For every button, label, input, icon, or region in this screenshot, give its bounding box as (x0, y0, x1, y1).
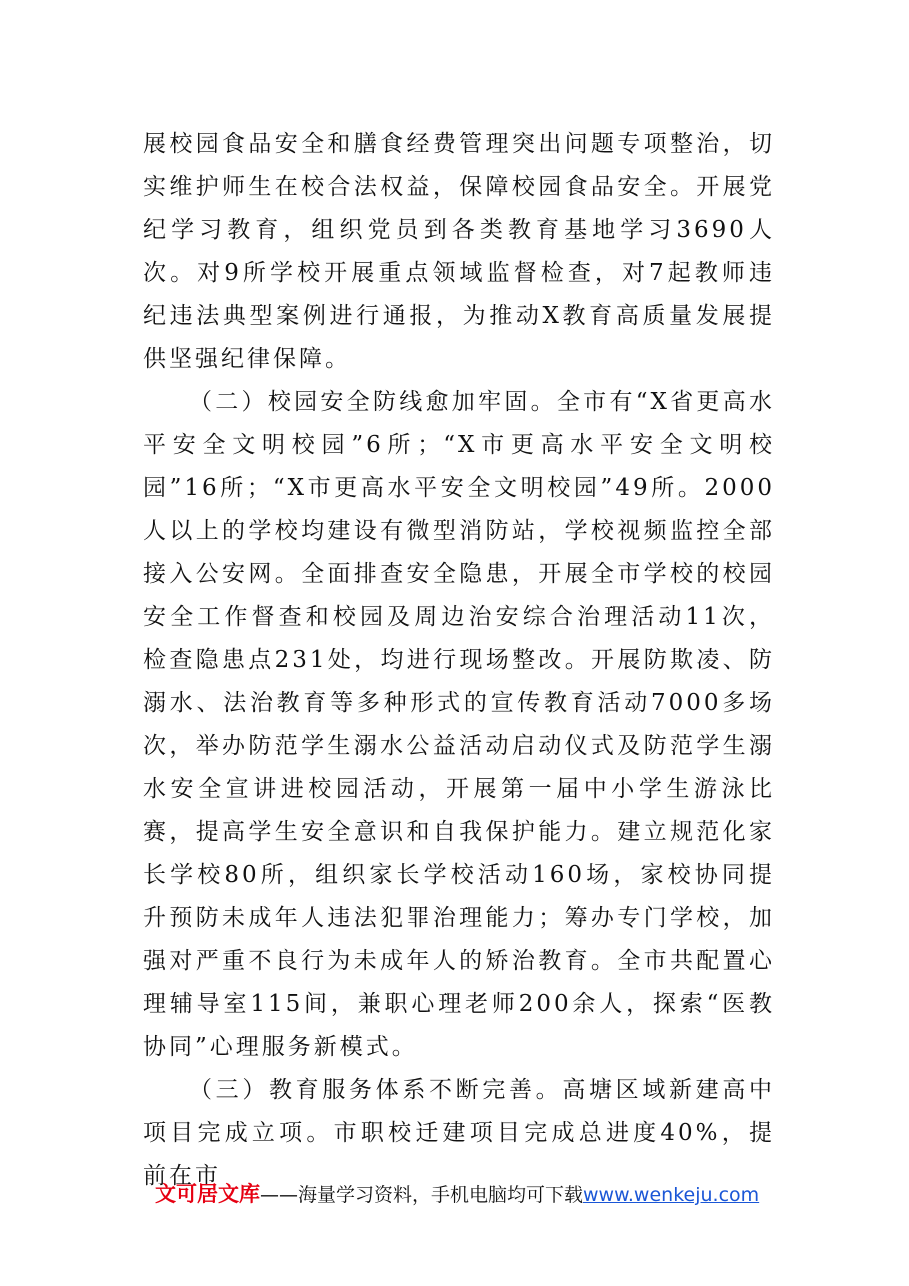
website-link[interactable]: www.wenkeju.com (583, 1184, 760, 1206)
footer-tagline: ——海量学习资料，手机电脑均可下载 (260, 1184, 584, 1206)
document-body (143, 123, 775, 1198)
paragraph-2: （二）校园安全防线愈加牢固。全市有“X省更高水平安全文明校园”6所；“X市更高水平安全文明校园”16所；“X市更高水平安全文明校园”49所。2000人以上的学校均建设有微型消防站，学校视频监控全部接入公安网。全面排查安全隐患，开展全市学校的校园安全工作督查和校园及周边治安综合治理活动11次，检查隐患点231处，均进行现场整改。开展防欺凌、防溺水、法治教育等多种形式的宣传教育活动7000多场次，举办防范学生溺水公益活动启动仪式及防范学生溺水安全宣讲进校园活动，开展第一届中小学生游泳比赛，提高学生安全意识和自我保护能力。建立规范化家长学校80所，组织家长学校活动160场，家校协同提升预防未成年人违法犯罪治理能力；筹办专门学校，加强对严重不良行为未成年人的矫治教育。全市共配置心理辅导室115间，兼职心理老师200余人，探索“医教协同”心理服务新模式。 (143, 389, 775, 1060)
paragraph-1: 展校园食品安全和膳食经费管理突出问题专项整治，切实维护师生在校合法权益，保障校园食品安全。开展党纪学习教育，组织党员到各类教育基地学习3690人次。对9所学校开展重点领域监督检查，对7起教师违纪违法典型案例进行通报，为推动X教育高质量发展提供坚强纪律保障。 (143, 131, 775, 372)
footer-banner (155, 1174, 775, 1214)
brand-name: 文可居文库 (155, 1182, 260, 1206)
paragraph-3: （三）教育服务体系不断完善。高塘区域新建高中项目完成立项。市职校迁建项目完成总进度40%，提前在市 (143, 1077, 775, 1189)
